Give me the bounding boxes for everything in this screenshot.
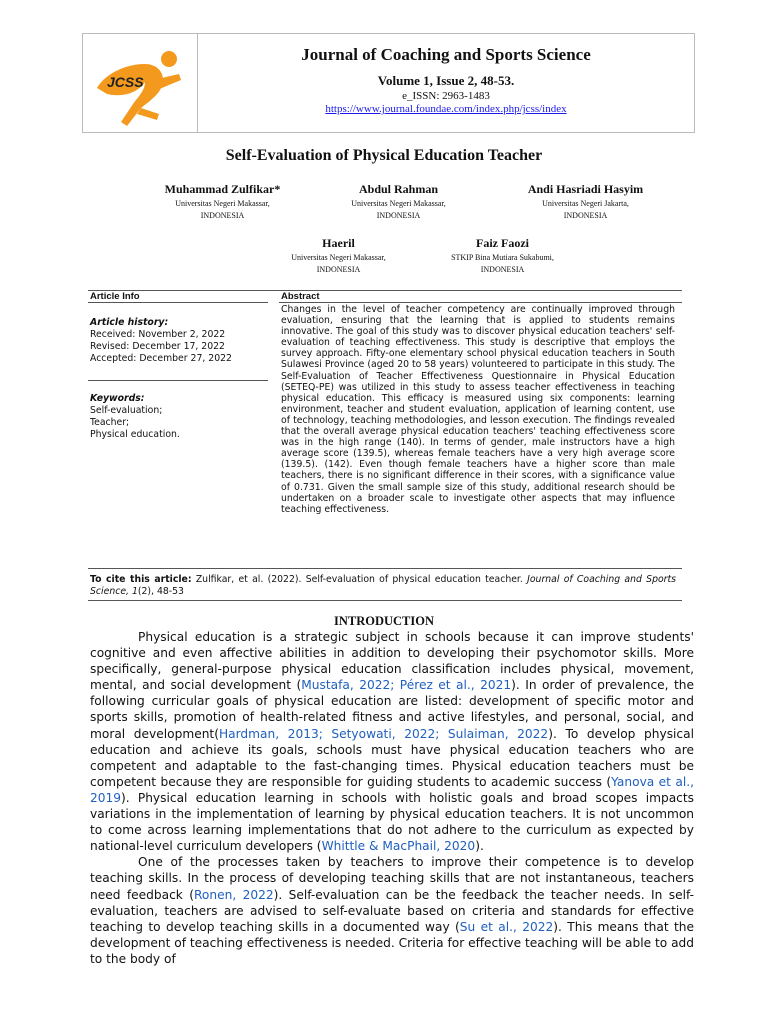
table-bottom-rule <box>88 568 682 569</box>
runner-logo-icon <box>83 34 197 132</box>
text-run: ). This means that the development of teaching effectiveness is needed. Criteria for effective teaching will be able to add to the body of <box>90 919 695 966</box>
paragraph <box>90 629 694 854</box>
eissn: e_ISSN: 2963-1483 <box>402 90 490 102</box>
journal-logo <box>83 34 198 132</box>
text-run: ). To develop physical education and achieve its goals, schools must have physical education teachers who are competent and adaptable to the fast-changing times. Physical education teachers must be competent because they are responsible for guiding students to academic success ( <box>90 726 694 789</box>
keywords <box>90 393 270 441</box>
author-country: INDONESIA <box>200 211 245 220</box>
author-affiliation: Universitas Negeri Jakarta, <box>542 199 629 208</box>
author-affiliation: Universitas Negeri Makassar, <box>351 199 446 208</box>
citation <box>90 574 676 598</box>
abstract-text: Changes in the level of teacher competency are continually improved through evaluation, ensuring that the learning that is applied to students remains innovative. The goal of this study was to discover physical education teachers' self-evaluation of teaching effectiveness. This study is descriptive that employs the survey approach. Fifty-one elementary school physical education teachers in South Sulawesi Province (aged 20 to 58 years) volunteered to participate in this study. The Self-Evaluation of Teacher Effectiveness Questionnaire in Physical Education (SETEQ-PE) was utilized in this study to assess teacher effectiveness in teaching physical education. This efficacy is measured using six components: learning environment, teacher and student evaluation, application of learning content, use of technology, teaching methodologies, and lesson execution. The findings revealed that the overall average physical education teachers' teaching effectiveness score was in the high range (140). In terms of gender, male instructors have a high average score (139.5), whereas female teachers have a very high average score (139.5). (142). Even though female teachers have a higher score than male teachers, there is no significant difference in their scores, with a significance value of 0.731. Given the small sample size of this study, additional research should be undertaken on a broader scale to investigate other aspects that may influence teaching effectiveness. <box>281 304 675 515</box>
introduction-body <box>90 629 694 967</box>
citation-link[interactable]: Yanova et al., 2019 <box>90 774 694 805</box>
author-affiliation: Universitas Negeri Makassar, <box>291 253 386 262</box>
cite-issue: (2), 48-53 <box>137 586 184 597</box>
author-name: Muhammad Zulfikar* <box>164 182 281 196</box>
author-country: INDONESIA <box>480 265 525 274</box>
accepted-date: Accepted: December 27, 2022 <box>90 353 232 364</box>
citation-link[interactable]: Mustafa, 2022; Pérez et al., 2021 <box>301 678 512 693</box>
author-affiliation: STKIP Bina Mutiara Sukabumi, <box>451 253 554 262</box>
journal-header <box>82 33 695 133</box>
citation-link[interactable]: Whittle & MacPhail, 2020 <box>321 839 476 854</box>
article-history <box>90 317 270 365</box>
keyword: Teacher; <box>90 417 130 428</box>
author-name: Haeril <box>322 236 355 250</box>
cite-label: To cite this article: <box>90 574 192 585</box>
keyword: Physical education. <box>90 429 180 440</box>
abstract-header-rule <box>279 302 682 303</box>
citation-link[interactable]: Su et al., 2022 <box>459 919 554 934</box>
text-run: ). Self-evaluation can be the feedback the teacher needs. In self-evaluation, teachers are advised to self-evaluate based on criteria and standards for effective teaching to develop teaching skills in a documented way ( <box>90 887 694 934</box>
cite-text: Zulfikar, et al. (2022). Self-evaluation of physical education teacher. <box>195 574 523 585</box>
info-header-rule <box>88 302 268 303</box>
text-run: ). <box>475 839 484 854</box>
author-country: INDONESIA <box>563 211 608 220</box>
paper-title: Self-Evaluation of Physical Education Teacher <box>225 147 543 164</box>
author-4 <box>256 236 421 275</box>
author-name: Andi Hasriadi Hasyim <box>527 182 644 196</box>
journal-link[interactable]: https://www.journal.foundae.com/index.php/jcss/index <box>325 103 567 115</box>
text-run: ). Physical education learning in schools with holistic goals and broad scopes impacts variations in the implementation of learning by physical education teachers. It is not uncommon to come across learning implementations that do not adhere to the curriculum as expected by national-level curriculum developers ( <box>90 790 694 854</box>
paragraph <box>90 854 694 967</box>
article-info-heading: Article Info <box>90 291 140 302</box>
citation-link[interactable]: Hardman, 2013; Setyowati, 2022; Sulaiman, 2022 <box>218 726 549 741</box>
table-top-rule <box>88 290 682 291</box>
author-name: Abdul Rahman <box>358 182 439 196</box>
cite-journal: Journal of Coaching and Sports Science, 1 <box>90 574 676 597</box>
text-run: Physical education is a strategic subject in schools because it can improve students' cognitive and even affective abilities in addition to developing their psychomotor skills. More specifically, general-purpose physical education classification includes physical, movement, mental, and social development ( <box>90 630 694 693</box>
history-rule <box>88 380 268 381</box>
received-date: Received: November 2, 2022 <box>90 329 226 340</box>
text-run: One of the processes taken by teachers to improve their competence is to develop teaching skills. In the process of developing teaching skills that are not instantaneous, teachers need feedback ( <box>90 855 694 902</box>
keyword: Self-evaluation; <box>90 405 163 416</box>
revised-date: Revised: December 17, 2022 <box>90 341 225 352</box>
citation-link[interactable]: Ronen, 2022 <box>194 887 274 902</box>
author-5 <box>420 236 585 275</box>
text-run: ). In order of prevalence, the following curricular goals of physical education are listed: development of specific motor and sports skills, promotion of health-related fitness and active lifestyles, and personal, social, and moral development( <box>90 678 694 741</box>
author-country: INDONESIA <box>316 265 361 274</box>
volume-info: Volume 1, Issue 2, 48-53. <box>377 73 515 88</box>
cite-bottom-rule <box>88 600 682 601</box>
author-3 <box>503 182 668 221</box>
author-2 <box>316 182 481 221</box>
journal-title: Journal of Coaching and Sports Science <box>301 45 591 64</box>
abstract-heading: Abstract <box>281 291 320 302</box>
author-1 <box>140 182 305 221</box>
author-affiliation: Universitas Negeri Makassar, <box>175 199 270 208</box>
keywords-heading: Keywords: <box>90 393 145 404</box>
author-name: Faiz Faozi <box>476 236 529 250</box>
history-heading: Article history: <box>90 317 169 328</box>
introduction-heading: INTRODUCTION <box>333 614 434 628</box>
author-country: INDONESIA <box>376 211 421 220</box>
logo-text: JCSS <box>107 74 144 90</box>
